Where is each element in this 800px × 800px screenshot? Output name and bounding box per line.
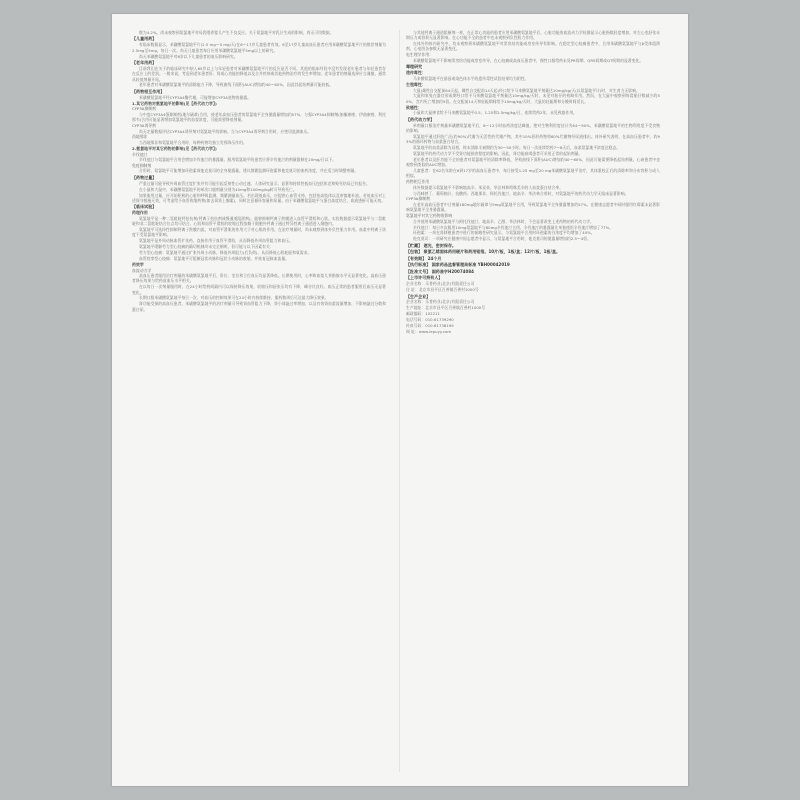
paragraph: 老年患者对苯磺酸氨氯地平的清除能力下降，导致曲线下面积(AUC)增加约40～60%，因此其起始剂量可能较低。 [139,82,334,88]
paragraph: 氨氯地平缓解劳力型心绞痛的确切机制尚未完全阐明，但可能与以下因素有关： [139,244,274,250]
section-heading: 【临床试验】 [132,204,157,210]
subheading: 电生理学作用： [406,52,433,58]
paragraph: 严重过量可能导致外周血管过度扩张并有可能引起反射性心动过速。人体研究显示，显著和持续性低血压包括休克和致死结局已有报告。 [139,180,370,186]
paragraph: 辛伐他汀：每日多次服用10mg氨氯地平与80mg辛伐他汀合用，辛伐他汀的暴露量比单独使用辛伐他汀增加了77%。 [413,224,614,230]
paragraph: 如果服用过量，应开始积极的心脏和呼吸监测，频繁测量血压。若出现低血压，应提供心血管支持，包括抬高肢体以及审慎地补液。若低血压对上述保守措施无效，可考虑给予血管收缩药物(如去氧肾上腺素)，同时注意循环容量和尿量。由于苯磺酸氨氯地平与蛋白高度结合，血液透析可能无效。 [132,192,386,203]
paragraph: 马来酸氨氯地平在基因或染色体水平的遗传毒性试验结果均为阴性。 [413,75,529,81]
section-heading: 【包装】 聚氯乙烯固体药用硬片和药用铝箔。10片/板，1板/盒；12片/板，1板/盒。 [406,249,561,255]
paragraph: 与其他钙离子通道阻断剂一样，在正常心功能的患者应用苯磺酸氨氯地平后，心脏功能的血流动力学检测显示心脏指数轻度增加，对左心室舒张末期压力或容积无显著影响。在心功能不全的患者中也未观察到负性肌力作用。 [406,30,660,41]
subsection-heading: 1.其它药物对氨氯地平的影响(见【药代动力学】) [132,100,217,106]
right-column [406,30,660,335]
section-heading: 【药代动力学】 [406,116,435,122]
info-line: 企业名称：乐普药业(北京)有限责任公司 [406,281,475,287]
subsection-heading: 药理作用 [132,210,148,216]
info-line: 电话号码：010-61739290 [406,317,454,323]
subheading: 辛伐他汀 [132,151,148,157]
paragraph: 老年患者以及肝功能不全的患者对氨氯地平的清除率降低，导致曲线下面积(AUC)增加约40～60%，因此可能需要降低起始剂量。心衰患者中也观察到类似的AUC增加。 [406,156,660,168]
subsection-heading: 致癌性： [406,104,422,110]
paragraph: 尚无定量数据评估CYP3A4诱导剂对氨氯地平的影响。当与CYP3A4诱导剂合用时，应密切监测血压。 [139,128,312,134]
paragraph: 大鼠(雄性自交配前64天起，雌性自交配前14天起)经口给予马来酸氨氯地平剂量达10mg/kg/天(以氨氯地平计)时，对生育力无影响。 [413,87,640,93]
paragraph: 数为4.2%。尚未观察到氨氯地平对母乳喂养婴儿产生不良反应。关于氨氯地平对乳汁生成的影响，尚无可用数据。 [139,30,334,35]
paragraph: 苯磺酸氨氯地平不影响窦房结功能或房室传导。在心绞痛或高血压患者中，慢性口服给药未见PR间期、QRS间期或QT间期的显著变化。 [413,57,644,63]
paragraph: 体外数据提示氨氯地平不影响地高辛、苯妥英、华法林和吲哚美辛的人血浆蛋白结合率。 [413,184,564,190]
package-insert-sheet [112,14,688,786]
subheading: CYP3A抑制剂 [132,106,156,112]
info-line: 邮政编码：102211 [406,311,441,317]
paragraph: 儿童患者：在62名年龄在6到17岁的高血压患者中，每日接受1.25 mg至20 mg苯磺酸氨氯地平治疗，其体重校正后的清除率和分布容积与成人相似。 [406,168,660,179]
section-heading: 【批准文号】 国药准字H20074084 [406,268,475,274]
info-line: 生产地址：北京市昌平区百善镇百善村1000号 [406,305,486,311]
subheading: CYP3A抑制剂 [406,196,430,202]
paragraph: 在小鼠和大鼠中，苯磺酸氨氯地平的单次口服剂量分别为40mg和100mg/kg时可导致死亡。 [139,186,297,192]
paragraph: 氨氯地平的血浆清除为双相，终末消除半衰期约为30～50小时。每日一次连续给药7～8天后，血浆氨氯地平浓度达稳态。 [413,145,621,151]
subsection-heading: 2.氨氯地平对其它药物的影响(见【药代动力学】) [132,145,217,151]
paragraph: 血管痉挛型心绞痛：氨氯地平可阻断冠状动脉和冠状小动脉的收缩，并恢复冠脉血流量。 [139,255,290,261]
info-line: 传真号码：010-61738199 [406,322,454,328]
paragraph: 氨氯地平是一种二氢吡啶钙拮抗剂(钙离子拮抗剂或慢通道阻滞剂)，能够抑制钙离子跨膜进入血管平滑肌和心肌。实验数据提示氨氯地平与二氢吡啶和非二氢吡啶结合位点均可结合。心肌和血管平滑肌的收缩过程依赖于细胞外钙离子通过特异性离子通道进入细胞内。 [132,215,386,227]
left-column [132,30,386,313]
paragraph: 在体外和体内研究中，均未观察到苯磺酸氨氯地平对窦房结功能或房室传导有影响。在稳定型心绞痛患者中，合用苯磺酸氨氯地平与β受体阻滞剂，心电图各参数无显著变化。 [406,41,660,52]
section-heading: 【儿童用药】 [132,36,157,42]
paragraph: 单剂量口服治疗剂量苯磺酸氨氯地平后，6～12小时血药浓度达峰值。绝对生物利用度估计为64～90%。苯磺酸氨氯地平的生物利用度不受食物的影响。 [406,122,660,133]
paragraph: 合并使用苯磺酸氨氯地平与阿托伐他汀、地高辛、乙醇、华法林时，不会显著改变上述药物的药代动力学。 [413,218,594,224]
info-line: 企业名称：乐普药业(北京)有限责任公司 [406,299,475,305]
paragraph: 在老年高血压患者中日剂量180mg地尔硫䓬与5mg氨氯地平合用，导致氨氯地平全身暴露增加约57%。在健康志愿者中同时服用红霉素未显著影响氨氯地平全身暴露量。 [406,201,660,213]
paragraph: 氨氯地平通过肝脏广泛(约90%)代谢为无活性的代谢产物，其中10%原形药物和60%代谢物经尿液排出。体外研究表明，在高血压患者中，约93%的循环药物与血浆蛋白结合。 [406,133,660,145]
section-heading: 【生产企业】 [406,293,431,299]
paragraph: 有临床数据显示，苯磺酸氨氯地平片(2.5 mg～5 mg/天)在6～17岁儿童患者有效。6至17岁儿童高血压患者应用苯磺酸氨氯地平片的推荐剂量为2.5mg至5mg，每日一次。尚无儿童患者每日应用苯磺酸氨氯地平5mg以上的研究。 [132,42,386,53]
paragraph: 高血压患者服用治疗剂量的苯磺酸氨氯地平后，卧位、坐位和立位血压均显著降低。长期使用时，心率和血浆儿茶酚胺水平无显著变化。高血压患者降压效果与给药前血压水平相关。 [132,273,386,284]
info-line: 住 址：北京市昌平区百善镇百善村1000号 [406,287,479,293]
paragraph: 合用时，氨氯地平可能增加环孢素或他克莫司的全身暴露量。建议频繁监测环孢素和他克莫司的血药浓度，并在适当时调整剂量。 [139,168,359,174]
paragraph: 肾功能受损的高血压患者，苯磺酸氨氯地平的治疗剂量可导致肾血管阻力下降，肾小球滤过率增加，以及有效肾血浆流量增加，不影响滤过分数和蛋白尿。 [132,301,386,312]
subheading: 免疫抑制剂 [132,162,152,168]
subsection-heading: 遗传毒性： [406,70,426,76]
paragraph: 氨氯地平可选择性抑制钙离子跨膜内流，对血管平滑肌的作用大于对心肌的作用。在治疗剂量时，尚未观察到体外负性肌力作用。血浆中钙离子浓度不受氨氯地平影响。 [132,227,386,238]
section-heading: 【老年用药】 [132,60,157,66]
paragraph: 在以每日一次剂量服用时，在24小时给药间隔内可以保持降压效果，收缩压和舒张压均有下降，峰谷比良好。血压正常的患者服用后血压无显著变化。 [132,284,386,295]
subheading: 西地那非 [132,134,148,140]
section-heading: 毒理研究 [406,64,423,70]
subsection-heading: 生殖毒性： [406,81,426,87]
section-heading: 【上市许可持有人】 [406,275,443,281]
info-line: 网 址：www.lepuyy.com [406,328,452,334]
subheading: 血流动力学 [132,267,152,273]
subheading: 药物相互作用 [406,179,430,185]
paragraph: 目前我们在关于的临床研究中纳入65岁以上与年轻患者对苯磺酸氨氯地平片的反应是否不同。其他的临床经验中没有发现老年患者与年轻患者存在反应上的差别。一般来说，考虑到老年患者肝、肾或心功能的降低以及合并疾病或其他药物治疗的发生率增加，老年患者的剂量选择应当谨慎，通常从较低剂量开始。 [132,65,386,82]
section-heading: 【执行标准】 国家药品监督管理局标准 YBH00042019 [406,262,510,268]
subheading: 氨氯地平对其它药物的影响 [406,213,453,219]
section-heading: 【有效期】 24个月 [406,255,442,261]
subsection-heading: 药效学 [132,261,144,267]
column-divider [399,30,400,772]
section-heading: 【药物相互作用】 [132,88,165,94]
paragraph: 小鼠和大鼠掺食给予马来酸氨氯地平0.5、1.25和2.5mg/kg/日，连续给药2年，未见致癌作用。 [413,110,578,116]
paragraph: 氨氯地平是外周动脉血管扩张药，直接作用于血管平滑肌，从而降低外周血管阻力和血压。 [139,238,293,244]
paragraph: 大鼠和家兔在器官形成期经口给予马来酸氨氯地平剂量达10mg/kg/天时，未见对胎仔的致畸作用。然而，在大鼠中观察到每窝胎仔数减少约50%，宫内死亡增加约5倍。在交配前14天和妊娠期间给予10mg/kg/天时，大鼠的妊娠期和分娩时间延长。 [406,93,660,104]
paragraph: 长期口服苯磺酸氨氯地平每日一次，对血压的控制效果可在24小时内持续维持，服药数周后可达最大降压效果。 [139,295,329,301]
paragraph: 氨氯地平的药代动力学不受肾功能损害程度的影响。因此，肾功能衰竭患者可采用正常的起始剂量。 [413,150,583,156]
paragraph: 他克莫司：一项研究在健康中国志愿者中显示，与氨氯地平合用时，他克莫司的暴露量增加约2.5～4倍。 [413,236,591,242]
paragraph: 环孢素：一项在肾移植患者中进行的前瞻性研究显示，与氨氯地平合用时环孢素的谷浓度平均增加了40%。 [413,230,595,236]
subheading: CYP3A诱导剂 [132,123,156,129]
paragraph: 辛伐他汀与氨氯地平合用会增加辛伐他汀的暴露量。服用氨氯地平的患者应将辛伐他汀的剂量限制在20mg/日以下。 [139,157,337,163]
paragraph: 苯磺酸氨氯地平经CYP3A4酶代谢，可能增加CYP3A底物的暴露。 [139,94,252,100]
paragraph: 尚无苯磺酸氨氯地平对6岁以下儿童患者的血压影响研究。 [139,53,238,59]
paragraph: 与中度CYP3A4强抑制剂(地尔硫䓬)合用，使老年高血压患者的氨氯地平全身暴露量增加约57%，与强CYP3A4抑制剂(如酮康唑、伊曲康唑、利托那韦)合用可能显著增加氨氯地平的血浆浓度，可能需要降低剂量。 [132,111,386,123]
paragraph: 劳力型心绞痛：氨氯地平通过扩张外周小动脉，降低外周阻力(后负荷)，从而降低心肌耗能和氧需求。 [139,250,312,256]
section-heading: 【贮藏】 遮光，密封保存。 [406,242,457,248]
section-heading: 【药物过量】 [132,174,157,180]
paragraph: 当西地那非和氨氯地平合用时，每种药物均独立发挥降压作用。 [139,139,247,145]
paragraph: 与西咪替丁、葡萄柚汁、抗酸药、西地那非、阿托伐他汀、地高辛、华法林合用时，对氨氯地平的药代动力学无临床显著影响。 [413,190,629,196]
